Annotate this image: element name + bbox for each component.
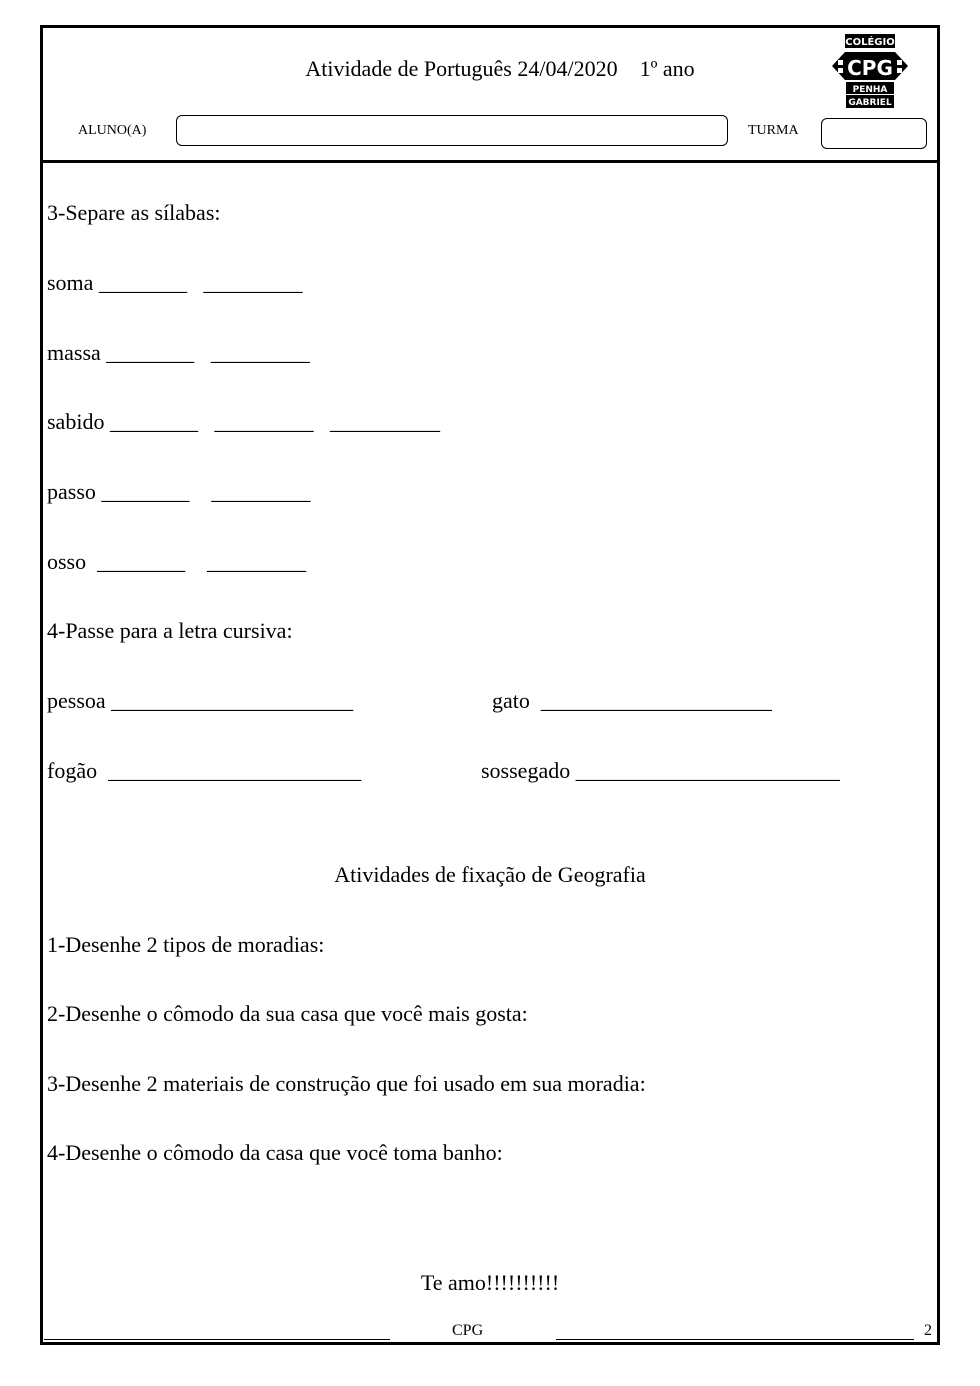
page-number: 2 [924,1322,932,1339]
footer-cpg: CPG [452,1322,484,1339]
logo-text-gabriel: GABRIEL [848,98,892,108]
syllable-row-soma: soma ________ _________ [47,270,303,295]
class-label: TURMA [748,123,799,138]
geography-item-1: 1-Desenhe 2 tipos de moradias: [47,932,325,957]
header-separator [40,160,940,163]
geography-title: Atividades de fixação de Geografia [334,862,646,887]
footer-rule-right [556,1339,914,1340]
logo-text-cpg: CPG [847,56,893,80]
cursive-row-fogao: fogão _______________________ [47,758,362,783]
logo-text-colegio: COLÉGIO [845,37,895,48]
syllable-row-osso: osso ________ _________ [47,549,307,574]
class-field[interactable] [821,118,927,149]
closing-message: Te amo!!!!!!!!!! [420,1270,560,1295]
syllable-row-passo: passo ________ _________ [47,479,311,504]
geography-item-2: 2-Desenhe o cômodo da sua casa que você mais gosta: [47,1001,528,1026]
syllables-heading: 3-Separe as sílabas: [47,200,221,225]
student-label: ALUNO(A) [78,123,147,138]
geography-item-3: 3-Desenhe 2 materiais de construção que foi usado em sua moradia: [47,1071,646,1096]
student-name-field[interactable] [176,115,728,146]
cursive-row-sossegado: sossegado ________________________ [481,758,840,783]
footer-rule-left [44,1339,390,1340]
cursive-heading: 4-Passe para a letra cursiva: [47,618,293,643]
logo-text-penha: PENHA [852,85,888,95]
cursive-row-gato: gato _____________________ [492,688,772,713]
school-logo-icon [832,30,908,110]
geography-item-4: 4-Desenhe o cômodo da casa que você toma banho: [47,1140,503,1165]
cursive-row-pessoa: pessoa ______________________ [47,688,354,713]
syllable-row-sabido: sabido ________ _________ __________ [47,409,440,434]
page-title: Atividade de Português 24/04/2020 1º ano [305,56,695,81]
syllable-row-massa: massa ________ _________ [47,340,310,365]
